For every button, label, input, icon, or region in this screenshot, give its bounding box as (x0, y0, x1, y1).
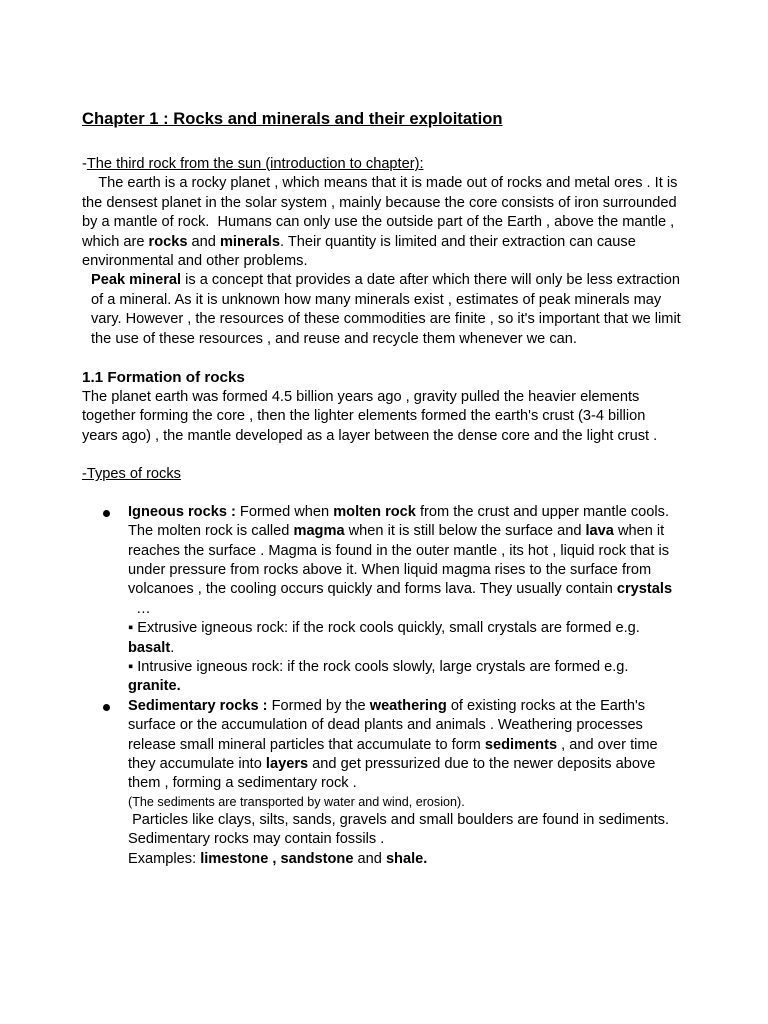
section-1-1-body: The planet earth was formed 4.5 billion years ago , gravity pulled the heavier elements together forming the core , then the lighter elements formed the earth's crust (3-4 billion years ago) , the mantle developed as a layer between the dense core and the light crust . (82, 389, 658, 444)
types-of-rocks-heading: -Types of rocks (82, 466, 181, 483)
examples-label: Examples: (128, 850, 201, 867)
term-peak-mineral: Peak mineral (91, 272, 182, 289)
example-granite: granite. (128, 678, 181, 695)
intro-paragraph-1: The earth is a rocky planet , which means that it is made out of rocks and metal ores . It is the densest planet in the solar system , mainly because the core consists of iron surrounded by a mantle of rock. Humans can only use the outside part of the Earth , above the mantle , which are rocks and minerals. Their quantity is limited and their extraction can cause environmental and other problems. (82, 175, 682, 270)
example-basalt: basalt (128, 639, 171, 656)
intro-paragraph-2: Peak mineral is a concept that provides a date after which there will only be less extraction of a mineral. As it is unknown how many minerals exist , estimates of peak minerals may vary. However , the resources of these commodities are finite , so it's important that we limit the use of these resources , and reuse and recycle them whenever we can. (91, 272, 681, 347)
term-minerals: minerals (219, 233, 280, 250)
intro-heading-dash: - (82, 156, 87, 172)
bullet-icon (103, 510, 110, 517)
transport-note: (The sediments are transported by water and wind, erosion). (128, 794, 465, 809)
term-sedimentary-rocks: Sedimentary rocks : (128, 697, 268, 714)
section-1-1-heading: 1.1 Formation of rocks (82, 369, 245, 387)
intro-heading-text: The third rock from the sun (introduction to chapter): (86, 156, 424, 172)
document-page (82, 108, 682, 869)
chapter-title: Chapter 1 : Rocks and minerals and their exploitation (82, 109, 503, 128)
list-item-sedimentary: Sedimentary rocks : Formed by the weathering of existing rocks at the Earth's surface or the accumulation of dead plants and animals . Weathering processes release small mineral particles that accumulate to form sediments , and over time they accumulate into layers and get pressurized due to the newer deposits above them , forming a sedimentary rock . (The sediments are transported by water and wind, erosion). Particles like clays, silts, sands, gravels and small boulders are found in sediments. Sedimentary rocks may contain fossils . Examples: limestone , sandstone and shale. (82, 697, 682, 869)
intro-heading (82, 155, 682, 174)
bullet-icon (103, 704, 110, 711)
rock-types-list (82, 503, 682, 869)
intrusive-line: ▪ Intrusive igneous rock: if the rock cools slowly, large crystals are formed e.g. (128, 658, 629, 675)
particles-text: Particles like clays, silts, sands, gravels and small boulders are found in sediments. Sedimentary rocks may contain fossils . (128, 811, 674, 848)
extrusive-line: ▪ Extrusive igneous rock: if the rock cools quickly, small crystals are formed e.g. (128, 620, 640, 637)
term-igneous-rocks: Igneous rocks : (128, 503, 236, 520)
list-item-igneous: Igneous rocks : Formed when molten rock from the crust and upper mantle cools. The molten rock is called magma when it is still below the surface and lava when it reaches the surface . Magma is found in the outer mantle , its hot , liquid rock that is under pressure from rocks above it. When liquid magma rises to the surface from volcanoes , the cooling occurs quickly and forms lava. They usually contain crystals … ▪ Extrusive igneous rock: if the rock cools quickly, small crystals are formed e.g. basalt. ▪ Intrusive igneous rock: if the rock cools slowly, large crystals are formed e.g. granite. (82, 503, 682, 697)
term-rocks: rocks (148, 233, 188, 250)
